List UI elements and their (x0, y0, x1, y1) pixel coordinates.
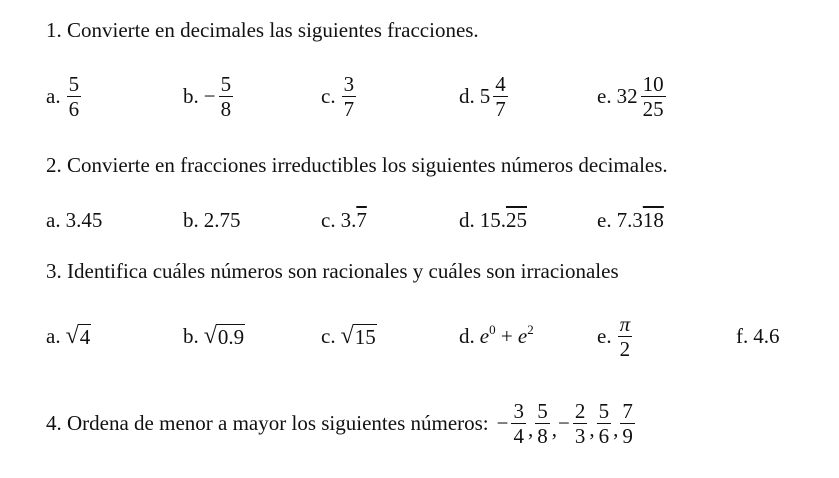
q3-item-e (597, 306, 633, 366)
denominator: 6 (598, 423, 610, 448)
minus-sign: − (203, 83, 216, 108)
q3-item-a (46, 306, 91, 366)
numerator: 7 (622, 398, 633, 423)
item-label: d. (459, 323, 475, 348)
question-4-title: 4. Ordena de menor a mayor los siguientes números: (46, 410, 489, 435)
denominator: 8 (537, 423, 548, 448)
repeating-digits: 18 (642, 207, 664, 232)
decimal-number (341, 208, 367, 233)
item-label: c. (321, 83, 336, 108)
base-e: e (479, 323, 490, 348)
whole-part: 5 (479, 83, 491, 108)
radical-sign-icon: √ (65, 323, 79, 349)
q1-item-d (459, 66, 509, 126)
denominator: 6 (68, 96, 80, 121)
fraction (641, 73, 666, 120)
q2-item-b (183, 190, 241, 250)
fraction (67, 73, 82, 120)
denominator: 2 (618, 336, 633, 360)
minus-sign: − (496, 410, 509, 435)
exponential-expression (479, 321, 534, 349)
minus-sign: − (557, 410, 570, 435)
q2-item-d (459, 190, 527, 250)
repeating-digits: 7 (356, 207, 367, 232)
decimal-fixed-part: 3. (340, 207, 357, 232)
denominator: 9 (622, 423, 633, 448)
decimal-fixed-part: 7.3 (616, 207, 643, 232)
denominator: 25 (642, 96, 664, 121)
numerator: 5 (537, 398, 548, 423)
item-label: c. (321, 323, 336, 348)
q1-item-e (597, 66, 667, 126)
numerator: 5 (68, 71, 80, 96)
question-1-title: 1. Convierte en decimales las siguientes fracciones. (46, 18, 479, 42)
item-label: b. (183, 323, 199, 348)
numerator: 5 (220, 71, 232, 96)
comma-separator: , (613, 416, 619, 441)
decimal-number (617, 208, 664, 233)
fraction (597, 400, 612, 447)
comma-separator: , (589, 416, 595, 441)
number-list (497, 400, 636, 447)
radical-sign-icon: √ (340, 323, 354, 349)
q3-item-f (736, 306, 780, 366)
question-4 (46, 388, 636, 458)
radicand: 15 (354, 325, 376, 349)
exponent: 0 (489, 321, 496, 337)
item-label: e. (597, 83, 612, 108)
repeating-digits: 25 (506, 207, 527, 232)
square-root (341, 324, 377, 348)
numerator: 5 (598, 398, 610, 423)
q3-item-d (459, 306, 534, 366)
fraction (618, 313, 633, 360)
decimal-fixed-part: 15. (479, 207, 506, 232)
item-label: b. (183, 83, 199, 108)
item-label: a. (46, 207, 61, 232)
numerator: 4 (495, 71, 506, 96)
question-2-title: 2. Convierte en fracciones irreductibles los siguientes números decimales. (46, 153, 668, 177)
question-3-title: 3. Identifica cuáles números son racionales y cuáles son irracionales (46, 259, 619, 283)
numerator: 3 (343, 71, 355, 96)
whole-part: 32 (616, 83, 638, 108)
item-label: f. (736, 323, 749, 348)
fraction (511, 400, 526, 447)
item-label: b. (183, 207, 199, 232)
decimal-number: 4.6 (753, 323, 780, 348)
numerator: 3 (513, 398, 524, 423)
item-label: d. (459, 83, 475, 108)
decimal-number (480, 208, 527, 233)
fraction (535, 400, 550, 447)
q1-item-a (46, 66, 82, 126)
item-label: a. (46, 323, 61, 348)
item-label: e. (597, 207, 612, 232)
comma-separator: , (527, 416, 534, 441)
denominator: 3 (574, 423, 586, 448)
exponent: 2 (527, 321, 534, 337)
numerator: 2 (574, 398, 586, 423)
denominator: 4 (513, 423, 524, 448)
radicand: 0.9 (217, 325, 245, 349)
decimal-number: 3.45 (65, 207, 103, 232)
item-label: d. (459, 207, 475, 232)
fraction (219, 73, 234, 120)
denominator: 7 (495, 96, 506, 121)
decimal-number: 2.75 (203, 207, 241, 232)
radicand: 4 (79, 325, 91, 349)
plus-operator: + (500, 323, 513, 348)
denominator: 8 (220, 96, 232, 121)
square-root (66, 324, 92, 348)
fraction (493, 73, 508, 120)
base-e: e (517, 323, 528, 348)
square-root (204, 324, 245, 348)
item-label: e. (597, 323, 612, 348)
denominator: 7 (343, 96, 355, 121)
fraction (573, 400, 588, 447)
comma-separator: , (551, 416, 557, 441)
q3-item-c (321, 306, 377, 366)
q1-item-c (321, 66, 357, 126)
fraction (620, 400, 635, 447)
numerator-pi: π (619, 311, 631, 336)
radical-sign-icon: √ (203, 323, 217, 349)
q2-item-a (46, 190, 102, 250)
q2-item-c (321, 190, 367, 250)
numerator: 10 (642, 71, 664, 96)
q3-item-b (183, 306, 245, 366)
q2-item-e (597, 190, 664, 250)
item-label: a. (46, 83, 61, 108)
q1-item-b (183, 66, 234, 126)
item-label: c. (321, 207, 336, 232)
fraction (342, 73, 357, 120)
